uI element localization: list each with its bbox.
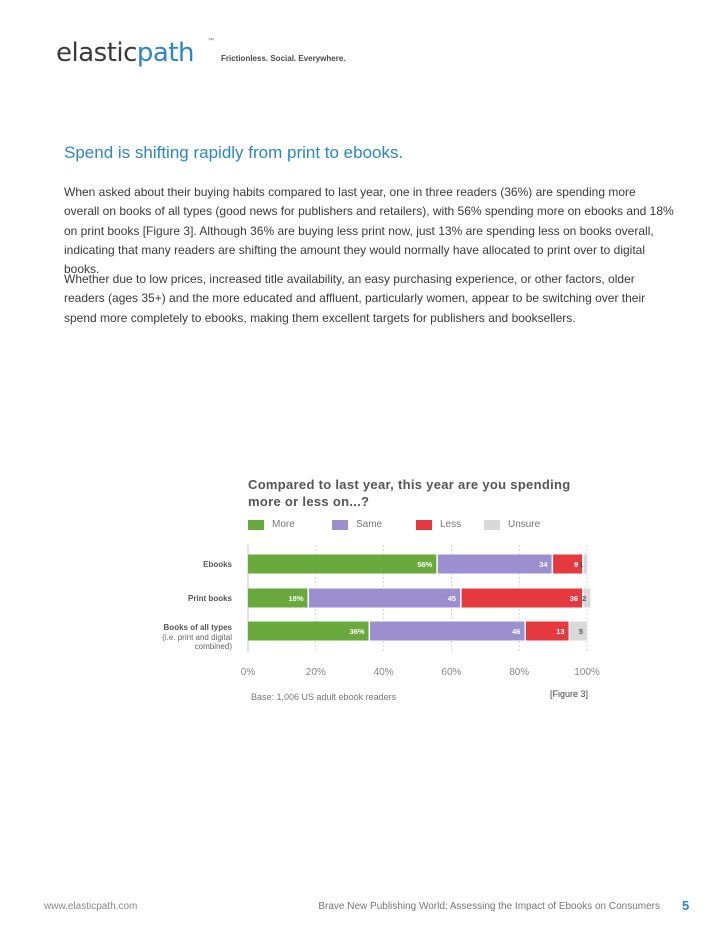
category-label: Print books [187,594,232,603]
bar-value-label: 9 [573,560,579,569]
bar-value-label: 46 [512,627,521,636]
category-sublabel: combined) [194,642,232,651]
legend-label-same: Same [356,519,383,530]
bar-value-label: 1 [578,560,583,569]
footer-page-number: 5 [682,898,690,913]
bar-less-1 [462,589,583,608]
bar-value-label: 2 [582,594,587,603]
bar-value-label: 45 [447,594,457,603]
bar-value-label: 36% [349,627,365,636]
chart-base-note: Base: 1,006 US adult ebook readers [251,692,397,702]
logo-trademark: ™ [208,38,214,44]
footer-website: www.elasticpath.com [44,901,138,912]
x-tick-label: 0% [240,667,256,678]
legend-label-unsure: Unsure [508,519,541,530]
logo-part2: path [136,38,195,68]
bar-more-0 [248,555,436,574]
bar-value-label: 18% [288,594,304,603]
bar-same-1 [309,589,460,608]
x-tick-label: 40% [373,667,394,678]
section-heading: Spend is shifting rapidly from print to ebooks. [64,143,404,162]
logo-tagline: Frictionless. Social. Everywhere. [221,54,346,63]
bar-value-label: 34 [539,560,548,569]
bar-value-label: 36 [569,594,579,603]
x-tick-label: 20% [305,667,326,678]
bar-value-label: 5 [578,627,583,636]
x-tick-label: 80% [509,667,530,678]
footer-title: Brave New Publishing World: Assessing the Impact of Ebooks on Consumers [318,901,660,912]
bar-same-0 [438,555,552,574]
paragraph-2: Whether due to low prices, increased title availability, an easy purchasing experience, or other factors, older readers (ages 35+) and the more educated and affluent, particularly women, appear to be switching over their spend more completely to ebooks, making them excellent targets for publishers and booksellers. [64,272,646,325]
category-label: Ebooks [203,560,232,569]
chart-title: Compared to last year, this year are you spending more or less on...? [248,477,571,509]
bar-value-label: 56% [417,560,433,569]
x-tick-label: 100% [574,667,600,678]
figure-reference: [Figure 3] [549,689,588,699]
paragraph-1: When asked about their buying habits compared to last year, one in three readers (36%) are spending more overall on books of all types (good news for publishers and retailers), with 56% spending more on ebooks and 18% on print books [Figure 3]. Although 36% are buying less print now, just 13% are spending less on books overall, indicating that many readers are shifting the amount they would normally have allocated to print over to digital books. [64,185,674,277]
legend-swatch-more [248,520,264,530]
legend-swatch-same [332,520,348,530]
category-label: Books of all types [163,623,232,632]
legend-label-less: Less [440,519,462,530]
bar-value-label: 13 [556,627,565,636]
legend-swatch-unsure [484,520,500,530]
logo-part1: elastic [56,38,137,68]
x-tick-label: 60% [441,667,462,678]
legend-swatch-less [416,520,432,530]
bar-same-2 [370,622,524,641]
legend-label-more: More [272,519,295,530]
category-sublabel: (i.e. print and digital [162,633,232,642]
bar-unsure-0 [584,555,587,574]
